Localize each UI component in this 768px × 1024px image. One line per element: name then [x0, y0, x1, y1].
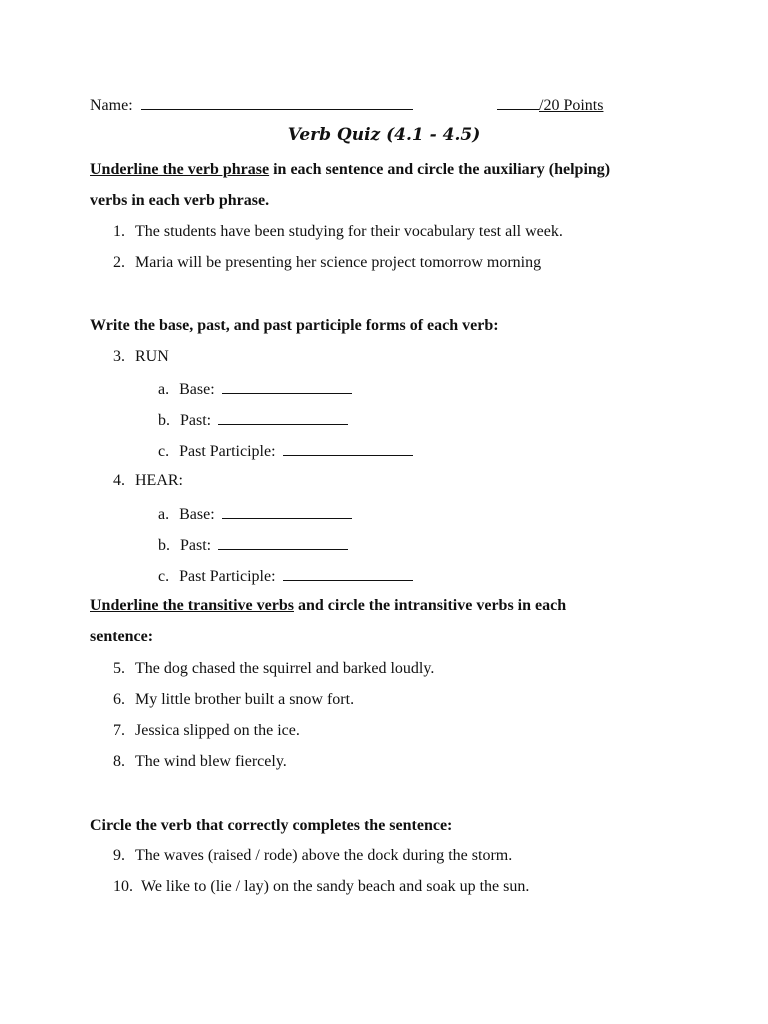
sub-item-label: Past: [180, 412, 212, 429]
question-5 [113, 659, 434, 679]
sub-item [158, 378, 352, 400]
section2-instruction: Write the base, past, and past participle forms of each verb: [90, 317, 499, 334]
points-row [497, 94, 603, 116]
question-text: The dog chased the squirrel and barked loudly. [135, 660, 435, 677]
sub-item-letter: c. [158, 568, 170, 585]
sub-item-label: Past: [180, 537, 212, 554]
score-blank[interactable] [497, 94, 539, 110]
points-label: /20 Points [539, 97, 604, 114]
section3-instruction-line2: sentence: [90, 628, 154, 645]
question-number: 7. [113, 722, 125, 739]
sub-item [158, 440, 413, 462]
question-text: RUN [135, 348, 169, 365]
sub-item-letter: b. [158, 412, 170, 429]
question-9 [113, 846, 512, 866]
name-row [90, 94, 413, 116]
question-text: The waves (raised / rode) above the dock during the storm. [135, 847, 513, 864]
question-7 [113, 721, 300, 741]
sub-item-letter: c. [158, 443, 170, 460]
answer-blank[interactable] [283, 440, 413, 456]
question-number: 2. [113, 254, 125, 271]
question-number: 6. [113, 691, 125, 708]
answer-blank[interactable] [218, 409, 348, 425]
question-text: Maria will be presenting her science project tomorrow morning [135, 254, 542, 271]
sub-item [158, 503, 352, 525]
section1-instruction-line2: verbs in each verb phrase. [90, 192, 270, 209]
name-blank[interactable] [141, 94, 413, 110]
answer-blank[interactable] [222, 378, 352, 394]
sub-item-letter: b. [158, 537, 170, 554]
section4-instruction: Circle the verb that correctly completes the sentence: [90, 817, 453, 834]
section3-instruction-rest: and circle the intransitive verbs in each [293, 597, 567, 614]
question-number: 5. [113, 660, 125, 677]
sub-item-letter: a. [158, 381, 170, 398]
quiz-title: Verb Quiz (4.1 - 4.5) [287, 125, 481, 145]
question-number: 1. [113, 223, 125, 240]
question-text: My little brother built a snow fort. [135, 691, 355, 708]
section1-instruction-underlined: Underline the verb phrase [90, 161, 270, 178]
sub-item [158, 409, 348, 431]
question-text: Jessica slipped on the ice. [135, 722, 300, 739]
sub-item-label: Base: [179, 381, 215, 398]
question-text: We like to (lie / lay) on the sandy beach and soak up the sun. [141, 878, 530, 895]
question-text: The wind blew fiercely. [135, 753, 287, 770]
section1-instruction-rest: in each sentence and circle the auxiliary (helping) [269, 161, 611, 178]
question-number: 4. [113, 472, 125, 489]
sub-item-letter: a. [158, 506, 170, 523]
question-1 [113, 222, 563, 242]
sub-item-label: Base: [179, 506, 215, 523]
sub-item [158, 565, 413, 587]
question-8 [113, 752, 287, 772]
section3-instruction-underlined: Underline the transitive verbs [90, 597, 294, 614]
question-10 [113, 877, 529, 897]
sub-item-label: Past Participle: [179, 443, 276, 460]
answer-blank[interactable] [222, 503, 352, 519]
name-label: Name: [90, 97, 133, 114]
answer-blank[interactable] [218, 534, 348, 550]
section1-instruction [90, 160, 610, 180]
section3-instruction [90, 596, 566, 616]
question-number: 10. [113, 878, 133, 895]
question-6 [113, 690, 354, 710]
question-text: The students have been studying for their vocabulary test all week. [135, 223, 563, 240]
question-text: HEAR: [135, 472, 183, 489]
question-2 [113, 253, 541, 273]
sub-item [158, 534, 348, 556]
question-number: 9. [113, 847, 125, 864]
question-4 [113, 471, 183, 491]
sub-item-label: Past Participle: [179, 568, 276, 585]
question-3 [113, 347, 169, 367]
question-number: 3. [113, 348, 125, 365]
question-number: 8. [113, 753, 125, 770]
answer-blank[interactable] [283, 565, 413, 581]
